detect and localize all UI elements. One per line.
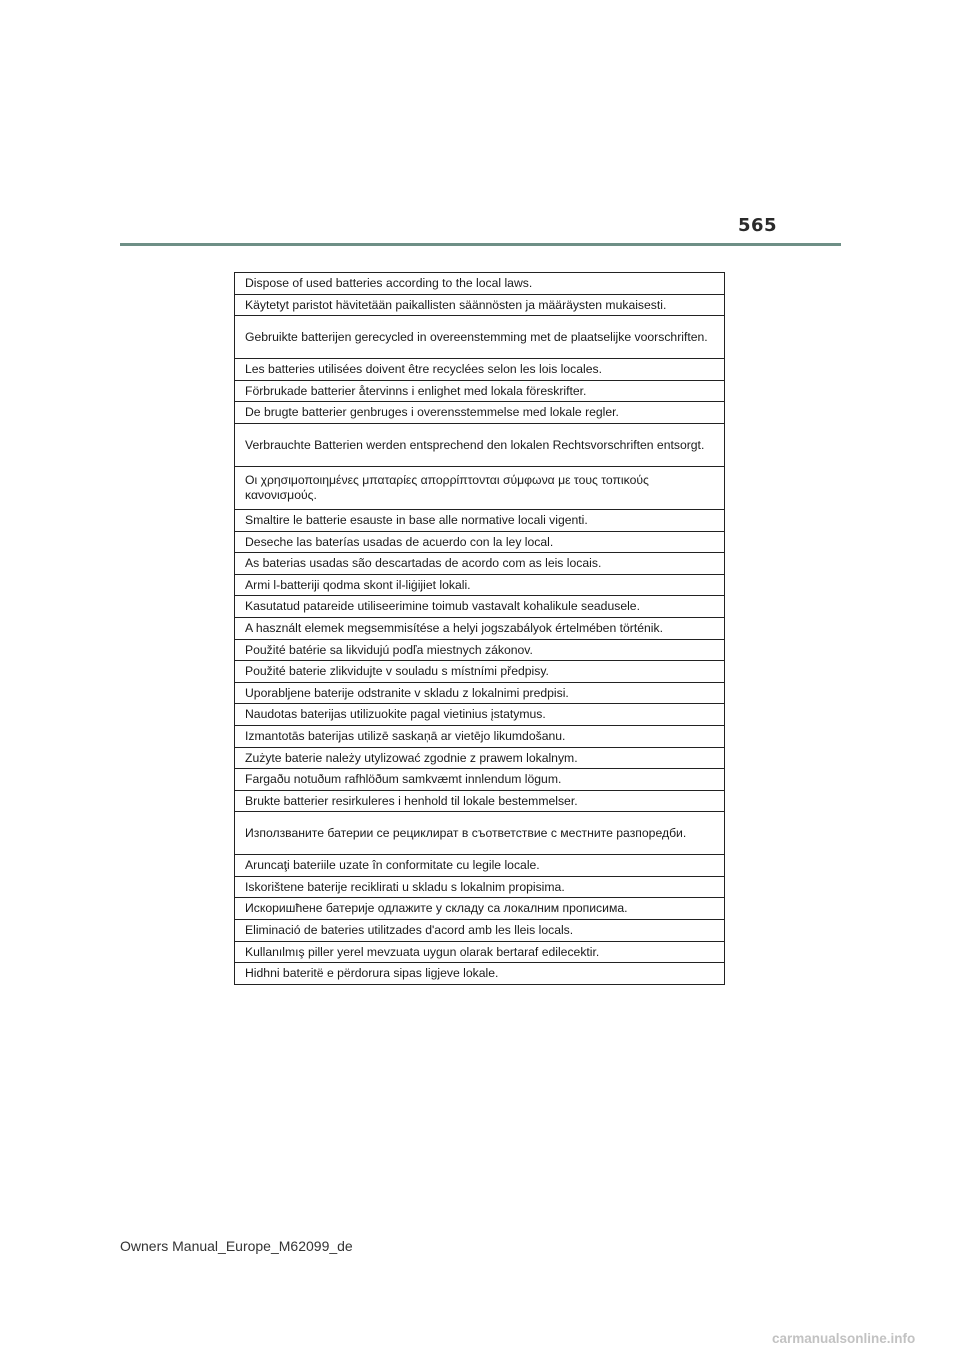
notice-row-cs: Použité baterie zlikvidujte v souladu s místními předpisy.	[235, 661, 724, 683]
notice-row-is: Fargaðu notuðum rafhlöðum samkvæmt innlendum lögum.	[235, 769, 724, 791]
notice-row-ro: Aruncaţi bateriile uzate în conformitate cu legile locale.	[235, 855, 724, 877]
notice-row-es: Deseche las baterías usadas de acuerdo con la ley local.	[235, 532, 724, 554]
notice-row-de: Verbrauchte Batterien werden entsprechend den lokalen Rechtsvorschriften entsorgt.	[235, 424, 724, 467]
notice-row-nl: Gebruikte batterijen gerecycled in overeenstemming met de plaatselijke voorschriften.	[235, 316, 724, 359]
notice-row-sl: Uporabljene baterije odstranite v skladu z lokalnimi predpisi.	[235, 683, 724, 705]
notice-row-hr: Iskorištene baterije reciklirati u skladu s lokalnim propisima.	[235, 877, 724, 899]
notice-row-pt: As baterias usadas são descartadas de acordo com as leis locais.	[235, 553, 724, 575]
notice-row-ca: Eliminació de bateries utilitzades d'acord amb les lleis locals.	[235, 920, 724, 942]
notice-row-sr: Искоришћене батерије одлажите у складу са локалним прописима.	[235, 898, 724, 920]
notice-row-sq: Hidhni bateritë e përdorura sipas ligjeve lokale.	[235, 963, 724, 985]
notice-row-no: Brukte batterier resirkuleres i henhold til lokale bestemmelser.	[235, 791, 724, 813]
notice-row-fi: Käytetyt paristot hävitetään paikallisten säännösten ja määräysten mukaisesti.	[235, 295, 724, 317]
notice-row-pl: Zużyte baterie należy utylizować zgodnie z prawem lokalnym.	[235, 748, 724, 770]
notice-row-lv: Izmantotās baterijas utilizē saskaņā ar vietējo likumdošanu.	[235, 726, 724, 748]
notice-row-sv: Förbrukade batterier återvinns i enlighet med lokala föreskrifter.	[235, 381, 724, 403]
notice-row-tr: Kullanılmış piller yerel mevzuata uygun olarak bertaraf edilecektir.	[235, 942, 724, 964]
header-rule	[120, 243, 841, 246]
notice-row-it: Smaltire le batterie esauste in base alle normative locali vigenti.	[235, 510, 724, 532]
notice-row-fr: Les batteries utilisées doivent être recyclées selon les lois locales.	[235, 359, 724, 381]
notice-row-en: Dispose of used batteries according to the local laws.	[235, 273, 724, 295]
watermark: carmanualsonline.info	[772, 1331, 916, 1346]
notice-row-et: Kasutatud patareide utiliseerimine toimub vastavalt kohalikule seadusele.	[235, 596, 724, 618]
notice-row-el: Οι χρησιμοποιημένες μπαταρίες απορρίπτονται σύμφωνα με τους τοπικούς κανονισμούς.	[235, 467, 724, 510]
notice-row-sk: Použité batérie sa likvidujú podľa miestnych zákonov.	[235, 640, 724, 662]
notice-row-da: De brugte batterier genbruges i overensstemmelse med lokale regler.	[235, 402, 724, 424]
battery-disposal-label	[234, 272, 725, 985]
notice-row-hu: A használt elemek megsemmisítése a helyi jogszabályok értelmében történik.	[235, 618, 724, 640]
notice-row-mt: Armi l-batteriji qodma skont il-liġijiet lokali.	[235, 575, 724, 597]
page-number: 565	[738, 215, 778, 236]
notice-row-lt: Naudotas baterijas utilizuokite pagal vietinius įstatymus.	[235, 704, 724, 726]
footer-manual-id: Owners Manual_Europe_M62099_de	[120, 1238, 353, 1254]
notice-row-bg: Използваните батерии се рециклират в съответствие с местните разпоредби.	[235, 812, 724, 855]
